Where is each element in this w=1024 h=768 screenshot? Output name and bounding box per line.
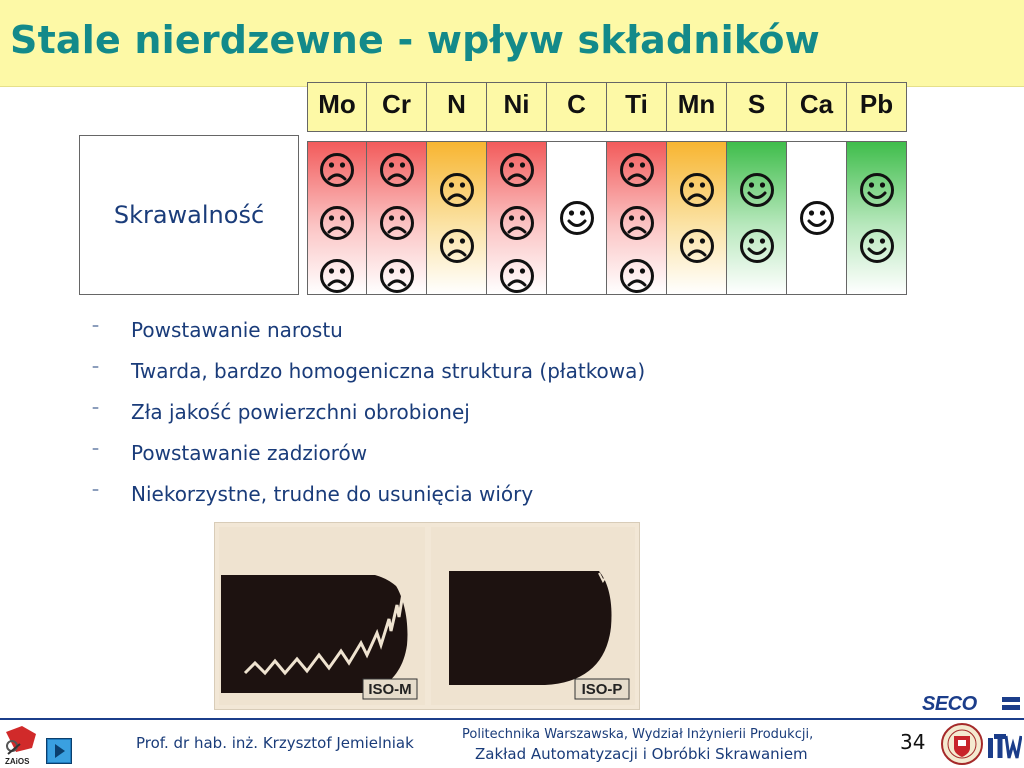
sad-face-icon: [319, 152, 355, 188]
title-bar: [0, 0, 1024, 87]
footer-institution-line2: Zakład Automatyzacji i Obróbki Skrawaniem: [475, 745, 808, 763]
happy-face-icon: [859, 172, 895, 208]
sad-face-icon: [499, 205, 535, 241]
machinability-cell-cr: [367, 141, 427, 295]
sad-face-icon: [619, 152, 655, 188]
machinability-cell-mo: [307, 141, 367, 295]
sad-face-icon: [379, 205, 415, 241]
slide-title: Stale nierdzewne - wpływ składników: [10, 18, 820, 62]
element-header-ni: Ni: [487, 82, 547, 132]
bullet-text: Niekorzystne, trudne do usunięcia wióry: [131, 482, 534, 506]
happy-face-icon: [739, 172, 775, 208]
bullet-dash: –: [92, 482, 99, 498]
happy-face-icon: [859, 228, 895, 264]
machinability-cell-ca: [787, 141, 847, 295]
sad-face-icon: [379, 152, 415, 188]
happy-face-icon: [739, 228, 775, 264]
element-header-cr: Cr: [367, 82, 427, 132]
bullet-dash: –: [92, 318, 99, 334]
machinability-cell-ti: [607, 141, 667, 295]
element-header-ca: Ca: [787, 82, 847, 132]
sad-face-icon: [499, 152, 535, 188]
bullet-dash: –: [92, 359, 99, 375]
chip-photos: [214, 522, 640, 710]
photo-label-iso-p: ISO-P: [581, 681, 623, 698]
bullet-text: Zła jakość powierzchni obrobionej: [131, 400, 470, 424]
sad-face-icon: [319, 258, 355, 294]
machinability-cell-ni: [487, 141, 547, 295]
seco-logo-mark-icon: [1002, 697, 1020, 711]
machinability-cell-mn: [667, 141, 727, 295]
zaios-logo-text: ZAiOS: [5, 757, 30, 766]
photo-label-iso-m: ISO-M: [368, 681, 412, 698]
sad-face-icon: [679, 172, 715, 208]
photo-iso-p: [431, 527, 635, 705]
sad-face-icon: [619, 205, 655, 241]
sad-face-icon: [439, 172, 475, 208]
footer-author: Prof. dr hab. inż. Krzysztof Jemielniak: [136, 734, 414, 752]
element-header-row: [307, 82, 907, 132]
sad-face-icon: [439, 228, 475, 264]
machinability-grid: [307, 141, 907, 295]
row-label: Skrawalność: [113, 201, 265, 229]
seco-logo: SECO: [922, 693, 977, 715]
machinability-cell-n: [427, 141, 487, 295]
bullet-text: Powstawanie zadziorów: [131, 441, 368, 465]
element-header-c: C: [547, 82, 607, 132]
bullet-dash: –: [92, 400, 99, 416]
zaios-logo-icon: [2, 724, 42, 766]
bullet-dash: –: [92, 441, 99, 457]
university-crest-icon: [940, 722, 984, 766]
element-header-mn: Mn: [667, 82, 727, 132]
sad-face-icon: [319, 205, 355, 241]
machinability-cell-pb: [847, 141, 907, 295]
chip-photos-image: [215, 523, 639, 709]
footer-institution-line1: Politechnika Warszawska, Wydział Inżynierii Produkcji,: [462, 727, 814, 742]
bullet-text: Twarda, bardzo homogeniczna struktura (płatkowa): [131, 359, 646, 383]
element-header-mo: Mo: [307, 82, 367, 132]
sad-face-icon: [379, 258, 415, 294]
machinability-cell-s: [727, 141, 787, 295]
element-header-ti: Ti: [607, 82, 667, 132]
footer-divider: [0, 718, 1024, 720]
sad-face-icon: [499, 258, 535, 294]
photo-iso-m: [219, 527, 425, 705]
element-header-pb: Pb: [847, 82, 907, 132]
element-header-n: N: [427, 82, 487, 132]
machinability-cell-c: [547, 141, 607, 295]
page-number: 34: [900, 730, 926, 754]
happy-face-icon: [799, 200, 835, 236]
happy-face-icon: [559, 200, 595, 236]
play-next-icon[interactable]: [46, 738, 72, 764]
element-header-s: S: [727, 82, 787, 132]
row-label-box: [79, 135, 299, 295]
bullet-text: Powstawanie narostu: [131, 318, 343, 342]
sad-face-icon: [619, 258, 655, 294]
sad-face-icon: [679, 228, 715, 264]
itw-logo-icon: [986, 726, 1022, 764]
